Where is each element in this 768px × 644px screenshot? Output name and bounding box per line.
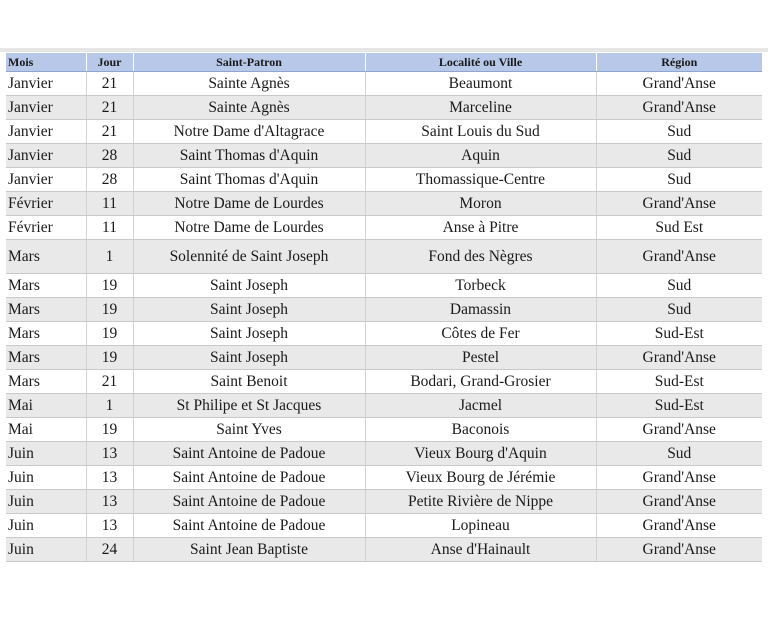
cell-jour: 28 xyxy=(86,144,133,168)
cell-localite: Marceline xyxy=(365,96,596,120)
cell-saint-patron: Saint Jean Baptiste xyxy=(133,538,365,562)
cell-localite: Baconois xyxy=(365,418,596,442)
cell-localite: Côtes de Fer xyxy=(365,322,596,346)
cell-localite: Bodari, Grand-Grosier xyxy=(365,370,596,394)
table-row xyxy=(6,322,762,346)
cell-localite: Vieux Bourg d'Aquin xyxy=(365,442,596,466)
cell-localite: Pestel xyxy=(365,346,596,370)
patron-saints-table xyxy=(6,53,762,562)
cell-mois: Janvier xyxy=(6,72,86,96)
table-row xyxy=(6,96,762,120)
top-divider xyxy=(0,48,768,52)
cell-localite: Damassin xyxy=(365,298,596,322)
table-row xyxy=(6,370,762,394)
cell-mois: Janvier xyxy=(6,144,86,168)
table-body xyxy=(6,72,762,562)
header-localite: Localité ou Ville xyxy=(365,53,596,72)
header-mois: Mois xyxy=(6,53,86,72)
cell-region: Grand'Anse xyxy=(596,192,762,216)
cell-region: Sud xyxy=(596,168,762,192)
cell-saint-patron: Notre Dame d'Altagrace xyxy=(133,120,365,144)
cell-region: Grand'Anse xyxy=(596,466,762,490)
cell-saint-patron: Saint Thomas d'Aquin xyxy=(133,168,365,192)
cell-jour: 1 xyxy=(86,240,133,274)
cell-region: Grand'Anse xyxy=(596,96,762,120)
cell-saint-patron: Notre Dame de Lourdes xyxy=(133,216,365,240)
cell-mois: Juin xyxy=(6,490,86,514)
cell-saint-patron: Saint Antoine de Padoue xyxy=(133,514,365,538)
cell-region: Sud-Est xyxy=(596,394,762,418)
cell-mois: Juin xyxy=(6,514,86,538)
cell-region: Grand'Anse xyxy=(596,72,762,96)
cell-localite: Jacmel xyxy=(365,394,596,418)
cell-saint-patron: Saint Joseph xyxy=(133,298,365,322)
cell-jour: 19 xyxy=(86,298,133,322)
table-row xyxy=(6,346,762,370)
cell-saint-patron: Saint Joseph xyxy=(133,322,365,346)
cell-region: Sud-Est xyxy=(596,370,762,394)
cell-region: Sud xyxy=(596,144,762,168)
table-row xyxy=(6,298,762,322)
cell-region: Grand'Anse xyxy=(596,490,762,514)
cell-region: Sud xyxy=(596,274,762,298)
cell-region: Grand'Anse xyxy=(596,346,762,370)
cell-jour: 19 xyxy=(86,274,133,298)
cell-localite: Anse à Pitre xyxy=(365,216,596,240)
table-row xyxy=(6,538,762,562)
cell-saint-patron: Sainte Agnès xyxy=(133,96,365,120)
cell-jour: 19 xyxy=(86,322,133,346)
cell-mois: Mars xyxy=(6,298,86,322)
table-row xyxy=(6,442,762,466)
header-jour: Jour xyxy=(86,53,133,72)
table-row xyxy=(6,490,762,514)
cell-localite: Beaumont xyxy=(365,72,596,96)
cell-saint-patron: Saint Yves xyxy=(133,418,365,442)
cell-jour: 13 xyxy=(86,466,133,490)
table-row xyxy=(6,240,762,274)
table-row xyxy=(6,394,762,418)
cell-jour: 19 xyxy=(86,346,133,370)
cell-jour: 11 xyxy=(86,192,133,216)
cell-mois: Mars xyxy=(6,240,86,274)
cell-region: Sud Est xyxy=(596,216,762,240)
table-row xyxy=(6,274,762,298)
cell-saint-patron: Saint Joseph xyxy=(133,274,365,298)
cell-localite: Lopineau xyxy=(365,514,596,538)
cell-saint-patron: St Philipe et St Jacques xyxy=(133,394,365,418)
cell-jour: 13 xyxy=(86,490,133,514)
table-row xyxy=(6,72,762,96)
header-region: Région xyxy=(596,53,762,72)
cell-saint-patron: Notre Dame de Lourdes xyxy=(133,192,365,216)
cell-jour: 21 xyxy=(86,120,133,144)
cell-mois: Février xyxy=(6,192,86,216)
cell-region: Sud xyxy=(596,120,762,144)
cell-localite: Thomassique-Centre xyxy=(365,168,596,192)
cell-saint-patron: Saint Antoine de Padoue xyxy=(133,466,365,490)
cell-jour: 13 xyxy=(86,514,133,538)
cell-saint-patron: Solennité de Saint Joseph xyxy=(133,240,365,274)
cell-mois: Mars xyxy=(6,322,86,346)
cell-mois: Mai xyxy=(6,418,86,442)
cell-mois: Janvier xyxy=(6,120,86,144)
cell-saint-patron: Saint Joseph xyxy=(133,346,365,370)
cell-mois: Mars xyxy=(6,346,86,370)
header-row xyxy=(6,53,762,72)
cell-mois: Juin xyxy=(6,466,86,490)
cell-region: Grand'Anse xyxy=(596,514,762,538)
cell-localite: Aquin xyxy=(365,144,596,168)
table-row xyxy=(6,192,762,216)
cell-localite: Anse d'Hainault xyxy=(365,538,596,562)
cell-region: Grand'Anse xyxy=(596,538,762,562)
cell-jour: 21 xyxy=(86,370,133,394)
cell-region: Grand'Anse xyxy=(596,418,762,442)
cell-mois: Janvier xyxy=(6,96,86,120)
cell-jour: 24 xyxy=(86,538,133,562)
cell-mois: Février xyxy=(6,216,86,240)
cell-jour: 19 xyxy=(86,418,133,442)
table-row xyxy=(6,216,762,240)
cell-jour: 11 xyxy=(86,216,133,240)
cell-localite: Moron xyxy=(365,192,596,216)
cell-localite: Saint Louis du Sud xyxy=(365,120,596,144)
cell-jour: 21 xyxy=(86,72,133,96)
cell-localite: Petite Rivière de Nippe xyxy=(365,490,596,514)
cell-jour: 1 xyxy=(86,394,133,418)
cell-saint-patron: Saint Antoine de Padoue xyxy=(133,442,365,466)
cell-region: Sud xyxy=(596,442,762,466)
cell-mois: Janvier xyxy=(6,168,86,192)
cell-saint-patron: Saint Antoine de Padoue xyxy=(133,490,365,514)
cell-jour: 13 xyxy=(86,442,133,466)
table-row xyxy=(6,144,762,168)
table-row xyxy=(6,168,762,192)
cell-mois: Mars xyxy=(6,274,86,298)
table-row xyxy=(6,120,762,144)
cell-saint-patron: Sainte Agnès xyxy=(133,72,365,96)
cell-mois: Mai xyxy=(6,394,86,418)
cell-region: Sud xyxy=(596,298,762,322)
table-row xyxy=(6,466,762,490)
cell-region: Sud-Est xyxy=(596,322,762,346)
cell-region: Grand'Anse xyxy=(596,240,762,274)
cell-mois: Juin xyxy=(6,538,86,562)
table-row xyxy=(6,418,762,442)
cell-localite: Fond des Nègres xyxy=(365,240,596,274)
cell-mois: Mars xyxy=(6,370,86,394)
table-row xyxy=(6,514,762,538)
cell-jour: 21 xyxy=(86,96,133,120)
cell-mois: Juin xyxy=(6,442,86,466)
cell-localite: Torbeck xyxy=(365,274,596,298)
cell-saint-patron: Saint Thomas d'Aquin xyxy=(133,144,365,168)
cell-jour: 28 xyxy=(86,168,133,192)
cell-localite: Vieux Bourg de Jérémie xyxy=(365,466,596,490)
header-saint-patron: Saint-Patron xyxy=(133,53,365,72)
cell-saint-patron: Saint Benoit xyxy=(133,370,365,394)
